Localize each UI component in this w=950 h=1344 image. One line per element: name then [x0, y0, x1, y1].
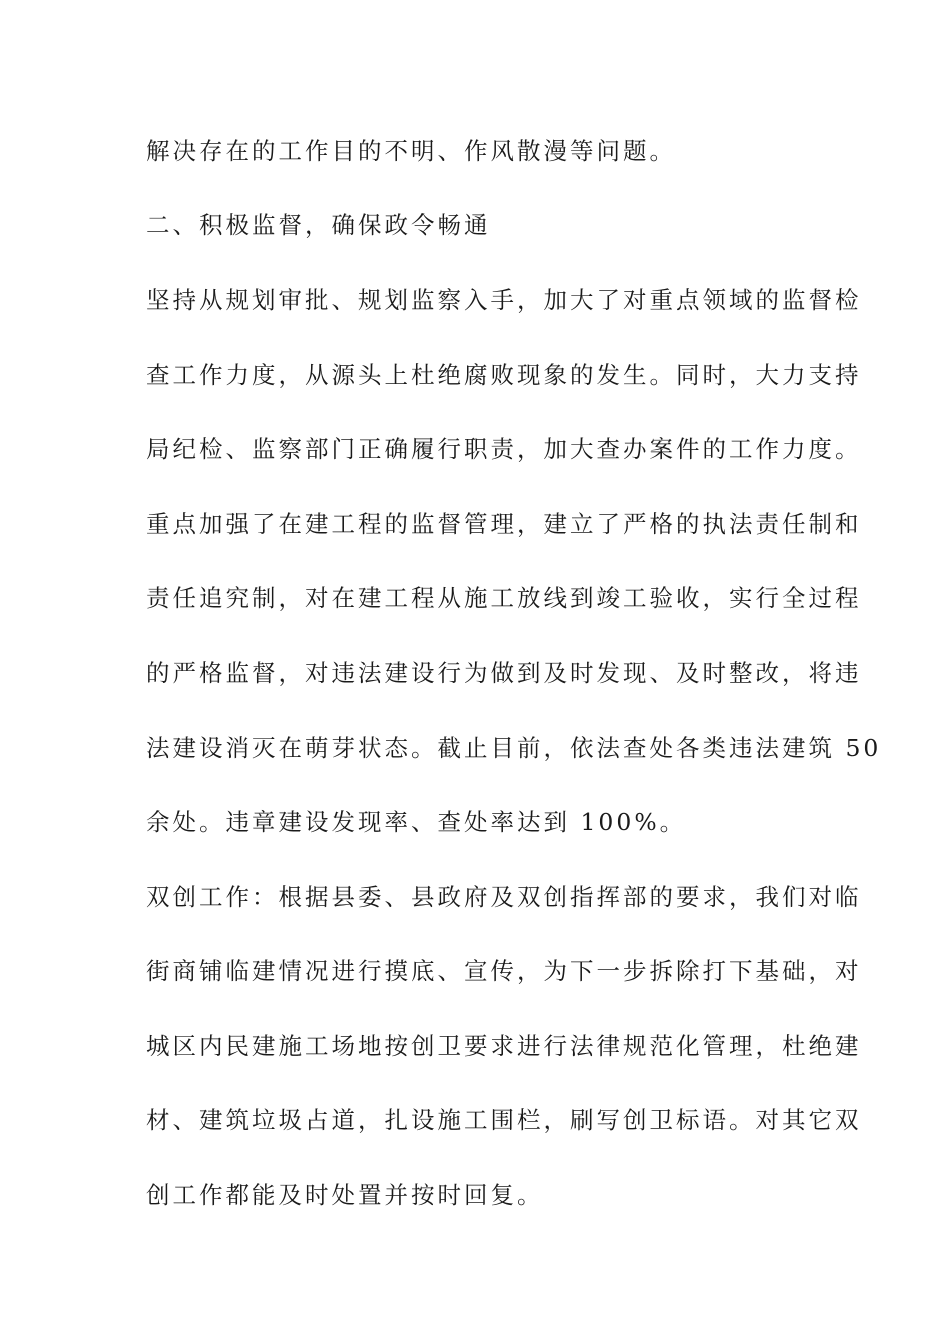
- section-heading: 二、积极监督，确保政令畅通: [146, 211, 491, 239]
- body-text-line: 法建设消灭在萌芽状态。截止目前，依法查处各类违法建筑 50: [146, 734, 882, 762]
- body-text-line: 余处。违章建设发现率、查处率达到 100%。: [146, 808, 687, 836]
- body-text-line: 重点加强了在建工程的监督管理，建立了严格的执法责任制和: [146, 510, 862, 538]
- body-text-line: 材、建筑垃圾占道，扎设施工围栏，刷写创卫标语。对其它双: [146, 1106, 862, 1134]
- body-text-line: 街商铺临建情况进行摸底、宣传，为下一步拆除打下基础，对: [146, 957, 862, 985]
- body-text-line: 双创工作：根据县委、县政府及双创指挥部的要求，我们对临: [146, 883, 862, 911]
- body-text-line: 责任追究制，对在建工程从施工放线到竣工验收，实行全过程: [146, 584, 862, 612]
- body-text-line: 解决存在的工作目的不明、作风散漫等问题。: [146, 137, 676, 165]
- body-text-line: 查工作力度，从源头上杜绝腐败现象的发生。同时，大力支持: [146, 361, 862, 389]
- body-text-line: 的严格监督，对违法建设行为做到及时发现、及时整改，将违: [146, 659, 862, 687]
- body-text-line: 城区内民建施工场地按创卫要求进行法律规范化管理，杜绝建: [146, 1032, 862, 1060]
- body-text-line: 局纪检、监察部门正确履行职责，加大查办案件的工作力度。: [146, 435, 862, 463]
- body-text-line: 坚持从规划审批、规划监察入手，加大了对重点领域的监督检: [146, 286, 862, 314]
- body-text-line: 创工作都能及时处置并按时回复。: [146, 1181, 544, 1209]
